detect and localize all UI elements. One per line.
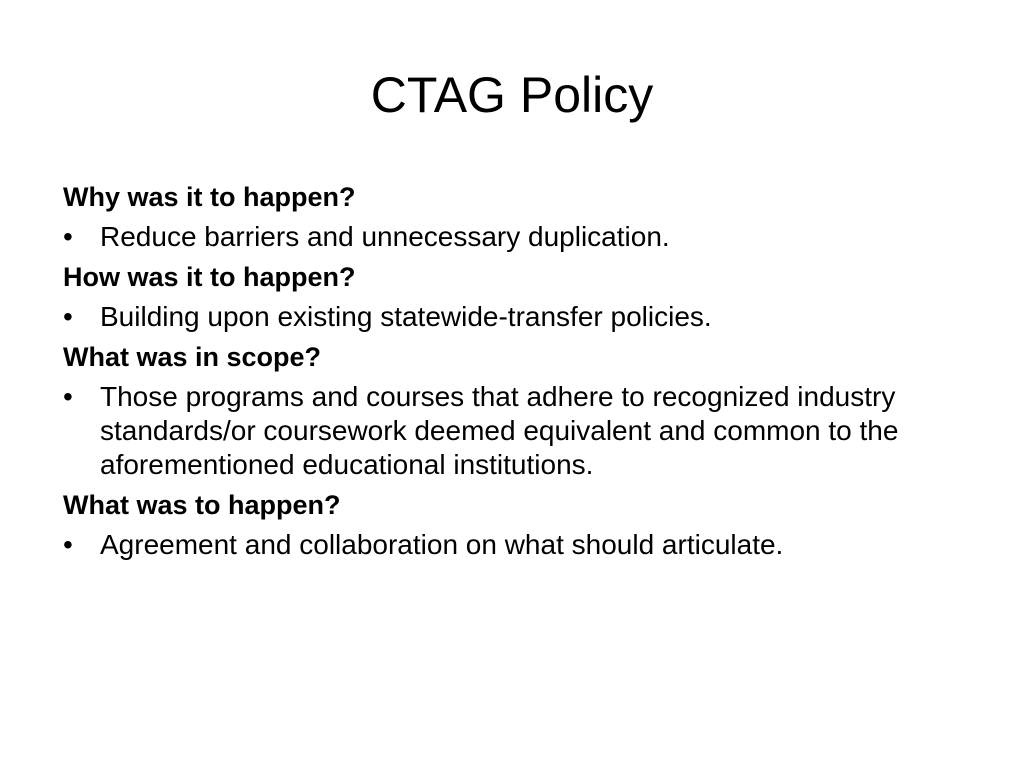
bullet-text-what: Agreement and collaboration on what should articulate. — [100, 529, 784, 560]
bullet-item-what — [63, 528, 963, 562]
section-heading-scope: What was in scope? — [63, 342, 322, 372]
slide-title: CTAG Policy — [370, 67, 654, 123]
bullet-item-how — [63, 300, 963, 334]
bullet-text-how: Building upon existing statewide-transfer policies. — [100, 301, 712, 332]
bullet-icon: • — [63, 221, 73, 252]
bullet-icon: • — [63, 301, 73, 332]
bullet-text-why: Reduce barriers and unnecessary duplication. — [100, 221, 670, 252]
section-heading-how: How was it to happen? — [63, 262, 356, 292]
bullet-item-why — [63, 220, 963, 254]
bullet-icon: • — [63, 529, 73, 560]
bullet-item-scope — [63, 380, 963, 482]
bullet-icon: • — [63, 381, 73, 412]
bullet-text-scope: Those programs and courses that adhere to recognized industry standards/or coursework deemed equivalent and common to the aforementioned educational institutions. — [100, 381, 899, 480]
section-heading-why: Why was it to happen? — [63, 182, 356, 212]
section-heading-what: What was to happen? — [63, 490, 341, 520]
slide-content — [63, 180, 963, 568]
